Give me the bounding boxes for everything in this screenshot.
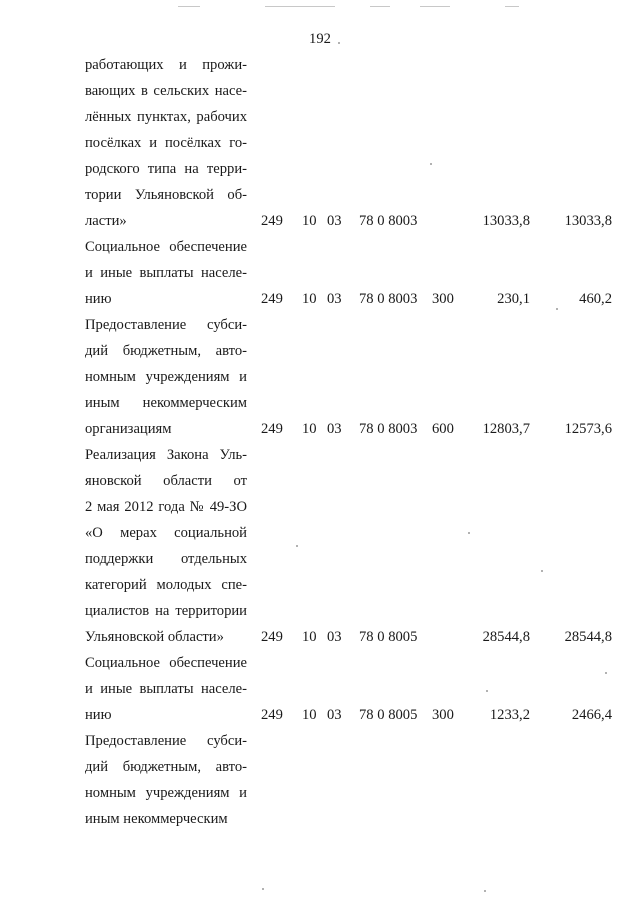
amount-year-1: 13033,8	[482, 213, 530, 229]
table-row-line	[0, 676, 640, 702]
table-row-line	[0, 754, 640, 780]
table-row-line	[0, 546, 640, 572]
subsection-code: 03	[327, 291, 342, 307]
table-row-line	[0, 78, 640, 104]
table-row-line	[0, 598, 640, 624]
table-row-line	[0, 156, 640, 182]
row-description: вающих в сельских насе-	[85, 83, 247, 99]
row-description: иным некоммерческим	[85, 811, 228, 827]
expense-type-code: 300	[432, 291, 454, 307]
amount-year-2: 28544,8	[564, 629, 612, 645]
section-code: 10	[302, 629, 317, 645]
amount-year-1: 12803,7	[482, 421, 530, 437]
expense-type-code: 300	[432, 707, 454, 723]
amount-year-2: 460,2	[579, 291, 612, 307]
target-article-code: 78 0 8005	[359, 629, 418, 645]
row-description: Предоставление субси-	[85, 733, 247, 749]
row-description: посёлках и посёлках го-	[85, 135, 247, 151]
table-row-line	[0, 572, 640, 598]
table-row-line	[0, 364, 640, 390]
table-row-line	[0, 208, 640, 234]
grbs-code: 249	[261, 629, 283, 645]
row-description: Предоставление субси-	[85, 317, 247, 333]
row-description: иным некоммерческим	[85, 395, 247, 411]
grbs-code: 249	[261, 291, 283, 307]
row-description: лённых пунктах, рабочих	[85, 109, 247, 125]
section-code: 10	[302, 707, 317, 723]
table-row-line	[0, 494, 640, 520]
row-description: нию	[85, 291, 112, 307]
row-description: Ульяновской области»	[85, 629, 224, 645]
target-article-code: 78 0 8003	[359, 291, 418, 307]
target-article-code: 78 0 8003	[359, 213, 418, 229]
subsection-code: 03	[327, 421, 342, 437]
table-row-line	[0, 468, 640, 494]
row-description: Социальное обеспечение	[85, 655, 247, 671]
table-row-line	[0, 702, 640, 728]
row-description: поддержки отдельных	[85, 551, 247, 567]
row-description: дий бюджетным, авто-	[85, 759, 247, 775]
amount-year-2: 13033,8	[564, 213, 612, 229]
row-description: номным учреждениям и	[85, 369, 247, 385]
table-row-line	[0, 286, 640, 312]
row-description: категорий молодых спе-	[85, 577, 247, 593]
section-code: 10	[302, 213, 317, 229]
subsection-code: 03	[327, 213, 342, 229]
row-description: организациям	[85, 421, 172, 437]
table-row-line	[0, 728, 640, 754]
row-description: циалистов на территории	[85, 603, 247, 619]
row-description: номным учреждениям и	[85, 785, 247, 801]
section-code: 10	[302, 291, 317, 307]
expense-type-code: 600	[432, 421, 454, 437]
row-description: и иные выплаты населе-	[85, 265, 247, 281]
table-row-line	[0, 312, 640, 338]
row-description: ласти»	[85, 213, 127, 229]
table-row-line	[0, 624, 640, 650]
table-row-line	[0, 234, 640, 260]
row-description: родского типа на терри-	[85, 161, 247, 177]
amount-year-2: 12573,6	[564, 421, 612, 437]
table-row-line	[0, 52, 640, 78]
row-description: «О мерах социальной	[85, 525, 247, 541]
table-row-line	[0, 416, 640, 442]
table-row-line	[0, 182, 640, 208]
row-description: Реализация Закона Уль-	[85, 447, 247, 463]
target-article-code: 78 0 8005	[359, 707, 418, 723]
table-row-line	[0, 390, 640, 416]
subsection-code: 03	[327, 707, 342, 723]
table-row-line	[0, 780, 640, 806]
table-row-line	[0, 520, 640, 546]
grbs-code: 249	[261, 707, 283, 723]
row-description: яновской области от	[85, 473, 247, 489]
table-row-line	[0, 650, 640, 676]
row-description: 2 мая 2012 года № 49-ЗО	[85, 499, 247, 515]
row-description: Социальное обеспечение	[85, 239, 247, 255]
amount-year-1: 1233,2	[489, 707, 530, 723]
row-description: тории Ульяновской об-	[85, 187, 247, 203]
amount-year-1: 230,1	[497, 291, 530, 307]
target-article-code: 78 0 8003	[359, 421, 418, 437]
table-row-line	[0, 130, 640, 156]
table-row-line	[0, 260, 640, 286]
row-description: работающих и прожи-	[85, 57, 247, 73]
grbs-code: 249	[261, 421, 283, 437]
page-number: 192	[309, 31, 331, 47]
table-row-line	[0, 104, 640, 130]
amount-year-2: 2466,4	[571, 707, 612, 723]
table-row-line	[0, 442, 640, 468]
subsection-code: 03	[327, 629, 342, 645]
table-row-line	[0, 338, 640, 364]
amount-year-1: 28544,8	[482, 629, 530, 645]
row-description: дий бюджетным, авто-	[85, 343, 247, 359]
section-code: 10	[302, 421, 317, 437]
row-description: и иные выплаты населе-	[85, 681, 247, 697]
row-description: нию	[85, 707, 112, 723]
table-row-line	[0, 806, 640, 832]
grbs-code: 249	[261, 213, 283, 229]
